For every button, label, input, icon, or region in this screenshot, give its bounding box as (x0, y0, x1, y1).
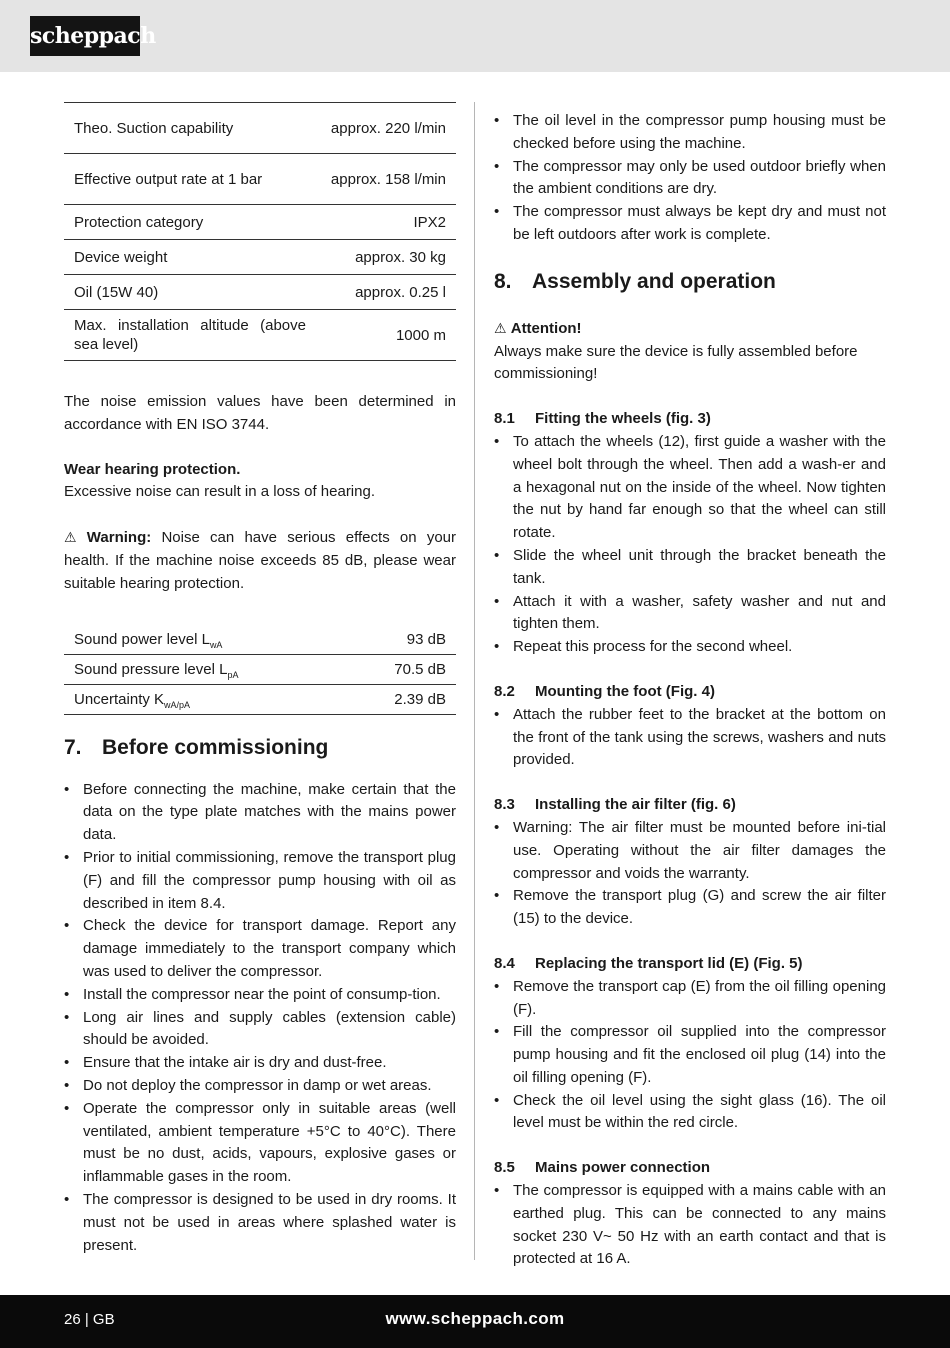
table-row (64, 154, 456, 205)
list-item: • Long air lines and supply cables (extension cable) should be avoided. (64, 1007, 456, 1053)
subsection-8-4-heading: 8.4 Replacing the transport lid (E) (Fig. 5) (494, 954, 803, 972)
warning-paragraph (64, 526, 456, 595)
list-item: • Remove the transport cap (E) from the oil filling opening (F). (494, 976, 886, 1022)
hearing-title: Wear hearing protection. (64, 460, 241, 478)
spec-label: Effective output rate at 1 bar (64, 154, 316, 205)
list-item: • Ensure that the intake air is dry and dust-free. (64, 1052, 456, 1075)
subsection-8-2-heading: 8.2 Mounting the foot (Fig. 4) (494, 682, 715, 700)
attention-label: ⚠ Attention! (494, 317, 886, 341)
sound-label: Sound power level $L_{wA}$ (64, 625, 346, 655)
attention-text: Always make sure the device is fully assembled before commissioning! (494, 342, 858, 383)
page-number: 26 | GB (64, 1311, 115, 1328)
list-item: • The oil level in the compressor pump housing must be checked before using the machine. (494, 110, 886, 156)
warning-triangle-icon: ⚠ (494, 319, 507, 336)
left-column (64, 102, 456, 1257)
subsection-8-5-list (494, 1180, 886, 1271)
brand-logo: scheppach (30, 16, 140, 56)
website-link[interactable]: www.scheppach.com (385, 1309, 565, 1328)
list-item: • To attach the wheels (12), first guide a washer with the wheel bolt through the wheel. Then add a wash-er and a hexagonal nut on the inside of the wheel. Now tighten the nut by hand far enough so that the wheel can still rotate. (494, 431, 886, 545)
subsection-8-1-heading: 8.1 Fitting the wheels (fig. 3) (494, 410, 711, 428)
sound-value: 93 dB (346, 625, 456, 655)
table-row (64, 310, 456, 361)
table-row (64, 103, 456, 154)
list-item: • Slide the wheel unit through the bracket beneath the tank. (494, 545, 886, 591)
list-item: • Check the oil level using the sight glass (16). The oil level must be within the red circle. (494, 1090, 886, 1136)
list-item: • Prior to initial commissioning, remove the transport plug (F) and fill the compressor pump housing with oil as described in item 8.4. (64, 847, 456, 915)
list-item: • Install the compressor near the point of consump-tion. (64, 984, 456, 1007)
section-7-list (64, 779, 456, 1258)
list-item: • Check the device for transport damage. Report any damage immediately to the transport company which was used to deliver the compressor. (64, 915, 456, 983)
page-header (0, 0, 950, 72)
table-row (64, 625, 456, 655)
list-item: • Operate the compressor only in suitable areas (well ventilated, ambient temperature +5°C to 40°C). There must be no dust, acids, vapours, explosive gases or inflammable gases in the room. (64, 1098, 456, 1189)
spec-label: Oil (15W 40) (64, 275, 316, 310)
subsection-8-3-heading: 8.3 Installing the air filter (fig. 6) (494, 796, 736, 814)
intro-list (494, 110, 886, 247)
hearing-text: Excessive noise can result in a loss of hearing. (64, 483, 375, 501)
subsection-8-3-list (494, 817, 886, 931)
list-item: • Fill the compressor oil supplied into the compressor pump housing and fit the enclosed oil plug (14) into the oil filling opening (F). (494, 1021, 886, 1089)
list-item: • Warning: The air filter must be mounted before ini-tial use. Operating without the air filter damages the compressor and voids the warranty. (494, 817, 886, 885)
spec-label: Max. installation altitude (above sea level) (64, 310, 316, 361)
spec-label: Theo. Suction capability (64, 103, 316, 154)
subsection-8-5-heading: 8.5 Mains power connection (494, 1159, 711, 1177)
subsection-8-2-list (494, 704, 886, 772)
spec-value: approx. 158 l/min (316, 154, 456, 205)
spec-label: Protection category (64, 205, 316, 240)
right-column (494, 110, 886, 1271)
spec-value: approx. 220 l/min (316, 103, 456, 154)
spec-value: IPX2 (316, 205, 456, 240)
sound-label: Sound pressure level $L_{pA}$ (64, 654, 346, 684)
page-footer (0, 1295, 950, 1348)
sound-value: 70.5 dB (346, 654, 456, 684)
list-item: • The compressor may only be used outdoor briefly when the ambient conditions are dry. (494, 156, 886, 202)
list-item: • Repeat this process for the second wheel. (494, 636, 886, 659)
warning-label: Warning: (86, 529, 152, 547)
spec-value: 1000 m (316, 310, 456, 361)
table-row (64, 240, 456, 275)
table-row (64, 205, 456, 240)
table-row (64, 275, 456, 310)
section-8-heading: 8. Assembly and operation (494, 269, 776, 293)
list-item: • Before connecting the machine, make certain that the data on the type plate matches with the mains power data. (64, 779, 456, 847)
specs-table (64, 102, 456, 361)
section-7-heading: 7. Before commissioning (64, 735, 329, 759)
list-item: • Do not deploy the compressor in damp or wet areas. (64, 1075, 456, 1098)
list-item: • The compressor must always be kept dry and must not be left outdoors after work is complete. (494, 201, 886, 247)
list-item: • The compressor is designed to be used in dry rooms. It must not be used in areas where splashed water is present. (64, 1189, 456, 1257)
table-row (64, 684, 456, 714)
sound-table (64, 625, 456, 715)
list-item: • Remove the transport plug (G) and screw the air filter (15) to the device. (494, 885, 886, 931)
spec-value: approx. 30 kg (316, 240, 456, 275)
list-item: • Attach the rubber feet to the bracket at the bottom on the front of the tank using the screws, washers and nuts provided. (494, 704, 886, 772)
list-item: • The compressor is equipped with a mains cable with an earthed plug. This can be connected to any mains socket 230 V~ 50 Hz with an earth contact and that is protected at 16 A. (494, 1180, 886, 1271)
spec-value: approx. 0.25 l (316, 275, 456, 310)
warning-text: Noise can have serious effects on your health. If the machine noise exceeds 85 dB, please wear suitable hearing protection. (64, 529, 457, 592)
list-item: • Attach it with a washer, safety washer and nut and tighten them. (494, 591, 886, 637)
warning-triangle-icon: ⚠ (64, 529, 77, 546)
sound-value: 2.39 dB (346, 684, 456, 714)
column-divider (474, 102, 475, 1260)
spec-label: Device weight (64, 240, 316, 275)
table-row (64, 654, 456, 684)
noise-emission-text: The noise emission values have been determined in accordance with EN ISO 3744. (64, 393, 456, 433)
subsection-8-1-list (494, 431, 886, 659)
subsection-8-4-list (494, 976, 886, 1136)
sound-label: Uncertainty $K_{wA/pA}$ (64, 684, 346, 714)
